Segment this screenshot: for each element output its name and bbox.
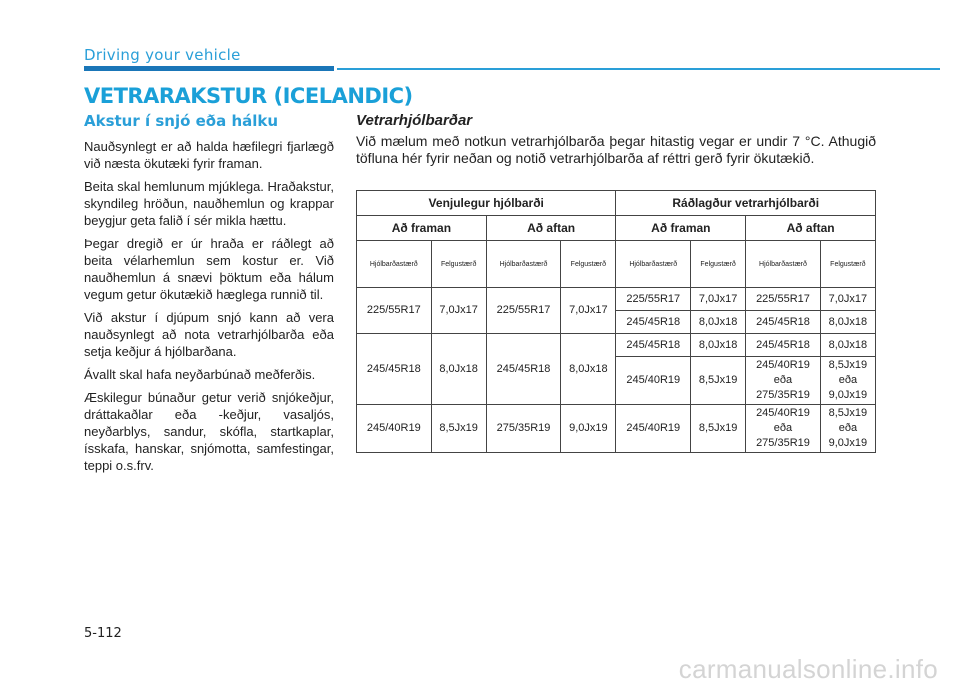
section-label: Driving your vehicle — [84, 46, 241, 64]
intro-paragraph: Við mælum með notkun vetrarhjólbarða þegar hitastig vegar er undir 7 °C. Athugið töfluna hér fyrir neðan og notið vetrarhjólbarða af réttri gerð fyrir ökutækið. — [356, 133, 876, 166]
table-cell: 8,5Jx19 — [691, 405, 746, 453]
table-cell: 8,0Jx18 — [561, 334, 616, 405]
winter-tire-table — [356, 190, 876, 453]
table-cell: 225/55R17 — [616, 288, 691, 311]
table-cell: 245/45R18 — [616, 311, 691, 334]
table-header-row — [357, 191, 876, 216]
table-cell: 7,0Jx17 — [691, 288, 746, 311]
header-rear: Að aftan — [486, 216, 616, 241]
table-cell: 245/45R18 — [746, 311, 821, 334]
table-cell: 8,0Jx18 — [691, 334, 746, 357]
paragraph: Æskilegur búnaður getur verið snjókeðjur, dráttakaðlar eða -keðjur, vasaljós, neyðarblys, sandur, skófla, startkaplar, ísskafa, hanskar, snjómotta, samfestingar, teppi o.s.frv. — [84, 390, 334, 473]
header-rim-size: Felgustærð — [561, 241, 616, 288]
header-front: Að framan — [616, 216, 746, 241]
table-cell: 8,0Jx18 — [691, 311, 746, 334]
header-tire-size: Hjólbarðastærð — [746, 241, 821, 288]
header-rim-size: Felgustærð — [691, 241, 746, 288]
table-header-row — [357, 216, 876, 241]
table-cell: 245/40R19 eða 275/35R19 — [746, 357, 821, 405]
header-rim-size: Felgustærð — [820, 241, 875, 288]
header-winter-tire: Ráðlagður vetrarhjólbarði — [616, 191, 876, 216]
table-cell: 245/45R18 — [616, 334, 691, 357]
table-cell: 7,0Jx17 — [820, 288, 875, 311]
table-cell: 245/45R18 — [746, 334, 821, 357]
paragraph: Ávallt skal hafa neyðarbúnað meðferðis. — [84, 367, 316, 382]
table-cell: 275/35R19 — [486, 405, 561, 453]
header-rim-size: Felgustærð — [431, 241, 486, 288]
table-header-row — [357, 241, 876, 288]
paragraph: Við akstur í djúpum snjó kann að vera nauðsynlegt að nota vetrarhjólbarða eða setja keðjur á hjólbarðana. — [84, 310, 334, 359]
paragraph: Beita skal hemlunum mjúklega. Hraðakstur, skyndileg hröðun, nauðhemlun og krappar beygjur geta falið í sér mikla hættu. — [84, 179, 335, 228]
paragraph: Þegar dregið er úr hraða er ráðlegt að beita vélarhemlun sem kostur er. Við nauðhemlun á snævi þöktum eða hálum vegum getur ökutækið hæglega runnið til. — [84, 236, 334, 302]
table-cell: 8,5Jx19 eða 9,0Jx19 — [820, 357, 875, 405]
paragraph: Nauðsynlegt er að halda hæfilegri fjarlægð við næsta ökutæki fyrir framan. — [84, 139, 334, 171]
table-cell: 7,0Jx17 — [431, 288, 486, 334]
table-cell: 8,5Jx19 — [691, 357, 746, 405]
table-cell: 8,5Jx19 eða 9,0Jx19 — [820, 405, 875, 453]
table-cell: 245/45R18 — [357, 334, 432, 405]
table-cell: 245/45R18 — [486, 334, 561, 405]
chapter-title: VETRARAKSTUR (ICELANDIC) — [84, 84, 413, 108]
table-cell: 225/55R17 — [486, 288, 561, 334]
table-cell: 245/40R19 eða 275/35R19 — [746, 405, 821, 453]
header-front: Að framan — [357, 216, 487, 241]
header-tire-size: Hjólbarðastærð — [486, 241, 561, 288]
table-cell: 245/40R19 — [616, 357, 691, 405]
table-cell: 225/55R17 — [357, 288, 432, 334]
right-column — [356, 112, 876, 167]
table-cell: 8,0Jx18 — [820, 334, 875, 357]
table-cell: 8,5Jx19 — [431, 405, 486, 453]
table-row — [357, 334, 876, 357]
table-cell: 8,0Jx18 — [820, 311, 875, 334]
header-tire-size: Hjólbarðastærð — [357, 241, 432, 288]
header-rule-light — [337, 68, 940, 70]
page-number: 5-112 — [84, 626, 122, 641]
right-heading: Vetrarhjólbarðar — [356, 112, 473, 129]
table-cell: 245/40R19 — [616, 405, 691, 453]
watermark: carmanualsonline.info — [678, 654, 938, 684]
header-standard-tire: Venjulegur hjólbarði — [357, 191, 616, 216]
left-column — [84, 112, 334, 480]
table-cell: 245/40R19 — [357, 405, 432, 453]
table-cell: 8,0Jx18 — [431, 334, 486, 405]
table-cell: 225/55R17 — [746, 288, 821, 311]
table-row — [357, 405, 876, 453]
header-rear: Að aftan — [746, 216, 876, 241]
left-heading: Akstur í snjó eða hálku — [84, 112, 279, 130]
header-rule-dark — [84, 66, 334, 71]
table-cell: 7,0Jx17 — [561, 288, 616, 334]
header-tire-size: Hjólbarðastærð — [616, 241, 691, 288]
table-cell: 9,0Jx19 — [561, 405, 616, 453]
table-row — [357, 288, 876, 311]
